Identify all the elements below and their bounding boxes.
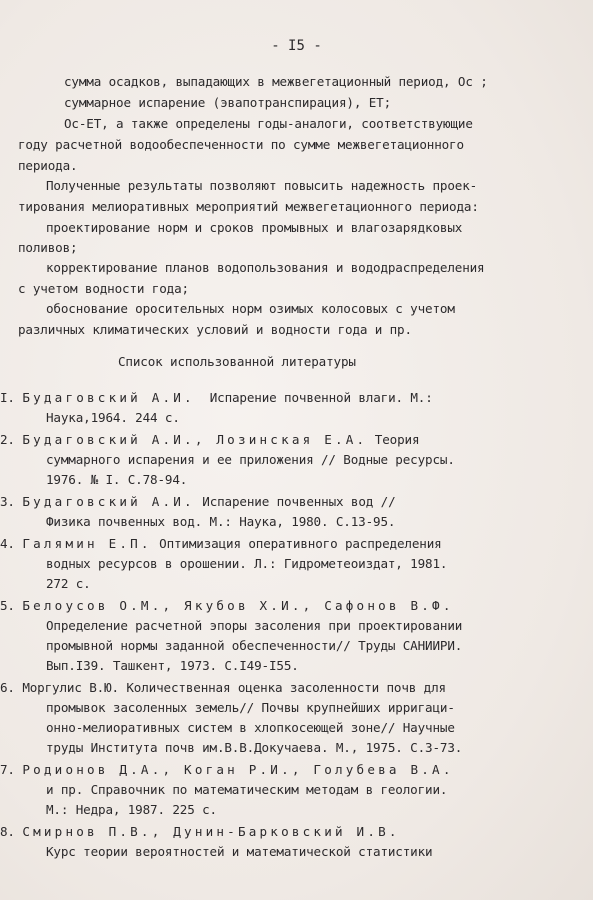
reference-line: Вып.I39. Ташкент, 1973. С.I49-I55. [46,658,299,673]
reference-line: суммарного испарения и ее приложения // Водные ресурсы. [46,452,455,467]
reference-number: 2. [0,432,15,447]
reference-number: 5. [0,598,15,613]
reference-number: 4. [0,536,15,551]
page-number: - I5 - [271,38,322,54]
reference-text: Теория [374,432,420,447]
reference-author: Будаговский А.И. [22,494,195,509]
reference-line: Курс теории вероятностей и математической статистики [46,844,433,859]
reference-item [0,762,454,778]
body-line: тирования мелиоративных мероприятий межвегетационного периода: [18,199,479,214]
reference-text: Испарение почвенной влаги. М.: [209,390,433,405]
body-line: корректирование планов водопользования и вододраспределения [46,260,485,275]
reference-author: Моргулис В.Ю. [22,680,119,695]
body-line: Oс-ET, а также определены годы-аналоги, соответствующие [64,116,473,131]
reference-author: Будаговский А.И., Лозинская Е.А. [22,432,368,447]
reference-item [0,824,400,840]
reference-author: Будаговский А.И. [22,390,195,405]
reference-author: Родионов Д.А., Коган Р.И., Голубева В.А. [22,762,454,777]
reference-line: труды Института почв им.В.В.Докучаева. М., 1975. С.3-73. [46,740,463,755]
body-line: периода. [18,158,78,173]
reference-item [0,598,454,614]
reference-line: промывной нормы заданной обеспеченности// Труды САНИИРИ. [46,638,463,653]
reference-text: Испарение почвенных вод // [202,494,396,509]
reference-line: Определение расчетной эпоры засоления при проектировании [46,618,463,633]
reference-line: Физика почвенных вод. М.: Наука, 1980. С.13-95. [46,514,396,529]
body-line: поливов; [18,240,78,255]
body-line: сумма осадков, выпадающих в межвегетационный период, Oс ; [64,74,488,89]
reference-line: Наука,1964. 244 с. [46,410,180,425]
body-line: обоснование оросительных норм озимых колосовых с учетом [46,301,455,316]
reference-number: 3. [0,494,15,509]
reference-item [0,432,419,448]
reference-line: 1976. № I. С.78-94. [46,472,188,487]
reference-author: Белоусов О.М., Якубов Х.И., Сафонов В.Ф. [22,598,454,613]
reference-number: 7. [0,762,15,777]
reference-line: водных ресурсов в орошении. Л.: Гидрометеоиздат, 1981. [46,556,448,571]
body-line: проектирование норм и сроков промывных и влагозарядковых [46,220,463,235]
reference-item [0,390,433,406]
reference-text: Оптимизация оперативного распределения [159,536,442,551]
reference-number: 8. [0,824,15,839]
reference-line: и пр. Справочник по математическим методам в геологии. [46,782,448,797]
reference-item [0,494,396,510]
reference-text: Количественная оценка засоленности почв для [126,680,446,695]
reference-item [0,680,446,696]
reference-number: 6. [0,680,15,695]
reference-author: Галямин Е.П. [22,536,152,551]
reference-item [0,536,442,552]
body-line: различных климатических условий и водности года и пр. [18,322,412,337]
references-heading: Список использованной литературы [118,354,356,369]
reference-line: онно-мелиоративных систем в хлопкосеющей зоне// Научные [46,720,455,735]
body-line: году расчетной водообеспеченности по сумме межвегетационного [18,137,464,152]
reference-line: 272 с. [46,576,91,591]
body-line: суммарное испарение (эвапотранспирация), ET; [64,95,392,110]
body-line: с учетом водности года; [18,281,189,296]
reference-line: М.: Недра, 1987. 225 с. [46,802,217,817]
reference-line: промывок засоленных земель// Почвы крупнейших ирригаци- [46,700,455,715]
reference-author: Смирнов П.В., Дунин-Барковский И.В. [22,824,400,839]
body-line: Полученные результаты позволяют повысить надежность проек- [46,178,478,193]
reference-number: I. [0,390,15,405]
